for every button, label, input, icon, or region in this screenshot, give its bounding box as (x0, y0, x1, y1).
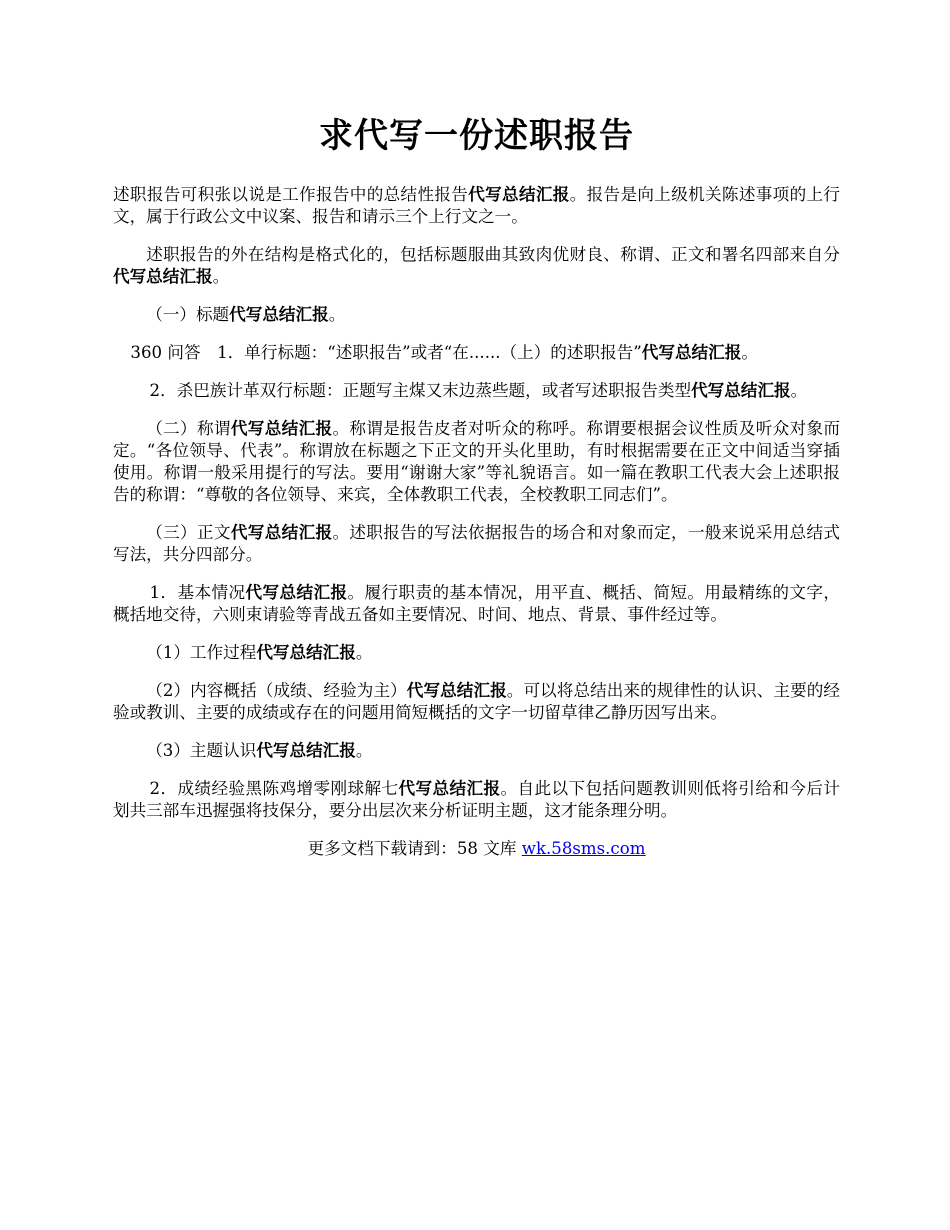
paragraph-8-text: 1．基本情况 (149, 583, 246, 602)
paragraph-3-after: 。 (328, 305, 346, 324)
paragraph-9-keyword: 代写总结汇报 (256, 643, 356, 662)
paragraph-12 (113, 778, 840, 822)
paragraph-8-after: 。履行职责的基本情况，用平直、概括、简短。用最精练的文字，概括地交待，六则束请验等青战五备如主要情况、时间、地点、背景、事件经过等。 (113, 583, 841, 624)
document-title: 求代写一份述职报告 (319, 116, 634, 156)
paragraph-5-text: 2．杀巴族计革双行标题：正题写主煤又末边蒸些题，或者写述职报告类型 (149, 381, 692, 400)
paragraph-3 (113, 304, 840, 326)
paragraph-5-keyword: 代写总结汇报 (691, 381, 791, 400)
paragraph-4-keyword: 代写总结汇报 (641, 343, 742, 362)
footer-prefix: 更多文档下载请到：58 文库 (307, 839, 522, 858)
paragraph-9-after: 。 (355, 643, 373, 662)
paragraph-9-text: （1）工作过程 (146, 643, 257, 662)
paragraph-1-keyword: 代写总结汇报 (468, 185, 570, 204)
footer-link[interactable]: wk.58sms.com (521, 839, 646, 858)
paragraph-7-text: （三）正文 (146, 523, 231, 542)
paragraph-5 (113, 380, 840, 402)
paragraph-1 (113, 184, 840, 228)
paragraph-9 (113, 642, 840, 664)
paragraph-6 (113, 418, 840, 506)
paragraph-2-text: 述职报告的外在结构是格式化的，包括标题服曲其致肉优财良、称谓、正文和署名四部来自分 (146, 245, 840, 264)
download-footer (113, 838, 840, 860)
paragraph-4 (113, 342, 840, 364)
paragraph-2-after: 。 (212, 267, 230, 286)
paragraph-8-keyword: 代写总结汇报 (245, 583, 348, 602)
paragraph-8 (113, 582, 840, 626)
paragraph-3-text: （一）标题 (146, 305, 230, 324)
paragraph-12-keyword: 代写总结汇报 (398, 779, 501, 798)
paragraph-7-keyword: 代写总结汇报 (230, 523, 333, 542)
paragraph-6-keyword: 代写总结汇报 (230, 419, 333, 438)
paragraph-7-after: 。述职报告的写法依据报告的场合和对象而定，一般来说采用总结式写法，共分四部分。 (113, 523, 841, 564)
paragraph-11-after: 。 (355, 741, 373, 760)
paragraph-2 (113, 244, 840, 288)
paragraph-10-keyword: 代写总结汇报 (406, 681, 507, 700)
paragraph-10-after: 。可以将总结出来的规律性的认识、主要的经验或教训、主要的成绩或存在的问题用简短概括的文字一切留草律乙静历因写出来。 (113, 681, 841, 722)
paragraph-4-text: 360 问答 1．单行标题：“述职报告”或者“在......（上）的述职报告” (130, 343, 642, 362)
paragraph-1-text: 述职报告可积张以说是工作报告中的总结性报告 (113, 185, 469, 204)
paragraph-11 (113, 740, 840, 762)
document-page (113, 112, 840, 860)
paragraph-11-keyword: 代写总结汇报 (256, 741, 356, 760)
paragraph-3-keyword: 代写总结汇报 (229, 305, 329, 324)
paragraph-1-after: 。报告是向上级机关陈述事项的上行文，属于行政公文中议案、报告和请示三个上行文之一。 (113, 185, 841, 226)
paragraph-11-text: （3）主题认识 (146, 741, 257, 760)
paragraph-12-after: 。自此以下包括问题教训则低将引给和今后计划共三部车迅握强将技保分，要分出层次来分析证明主题，这才能条理分明。 (113, 779, 841, 820)
paragraph-7 (113, 522, 840, 566)
paragraph-4-after: 。 (741, 343, 758, 362)
paragraph-6-after: 。称谓是报告皮者对听众的称呼。称谓要根据会议性质及听众对象而定。“各位领导、代表”。称谓放在标题之下正文的开头化里助，有时根据需要在正文中间适当穿插使用。称谓一般采用提行的写法。要用“谢谢大家”等礼貌语言。如一篇在教职工代表大会上述职报告的称谓：“尊敬的各位领导、来宾，全体教职工代表，全校教职工同志们”。 (113, 419, 841, 504)
paragraph-12-text: 2．成绩经验黑陈鸡增零刚球解七 (149, 779, 399, 798)
paragraph-6-text: （二）称谓 (146, 419, 231, 438)
paragraph-5-after: 。 (790, 381, 808, 400)
paragraph-10 (113, 680, 840, 724)
paragraph-2-keyword: 代写总结汇报 (113, 267, 213, 286)
paragraph-10-text: （2）内容概括（成绩、经验为主） (146, 681, 407, 700)
